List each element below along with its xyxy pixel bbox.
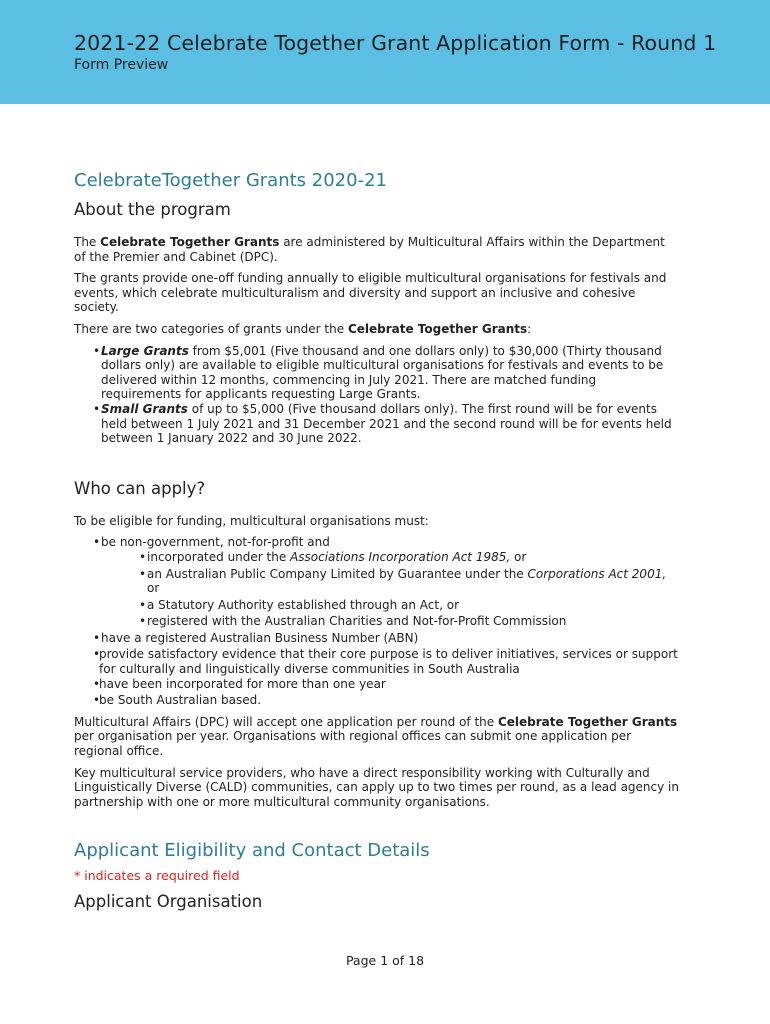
- list-item-large-grants: • Large Grants from $5,001 (Five thousand and one dollars only) to $30,000 (Thirty thousand dollars only) are available to eligible multicultural organisations for festivals and events to be delivered within 12 months, commencing in July 2021. There are matched funding requirements for applicants requesting Large Grants.: [74, 344, 680, 402]
- subheading-about: About the program: [74, 200, 231, 219]
- sublist-item-statutory: • a Statutory Authority established through an Act, or: [74, 598, 680, 613]
- paragraph-eligibility-intro: To be eligible for funding, multicultural organisations must:: [74, 513, 429, 528]
- paragraph-one-application: Multicultural Affairs (DPC) will accept one application per round of the Celebrate Together Grants per organisation per year. Organisations with regional offices can submit one application per regional office.: [74, 714, 678, 759]
- paragraph-funding: The grants provide one-off funding annually to eligible multicultural organisations for festivals and events, which celebrate multiculturalism and diversity and support an inclusive and cohesive society.: [74, 271, 667, 315]
- required-field-note: * indicates a required field: [74, 868, 240, 884]
- paragraph-administered: The Celebrate Together Grants are administered by Multicultural Affairs within the Department of the Premier and Cabinet (DPC).: [74, 235, 665, 264]
- subheading-applicant-organisation: Applicant Organisation: [74, 892, 263, 911]
- form-title: 2021-22 Celebrate Together Grant Application Form - Round 1: [74, 31, 717, 55]
- grant-categories-list: [74, 344, 680, 446]
- list-item-sa-based: • be South Australian based.: [74, 693, 680, 708]
- section-heading-program: CelebrateTogether Grants 2020-21: [74, 170, 387, 191]
- form-content: [74, 170, 680, 912]
- list-item-core-purpose: • provide satisfactory evidence that their core purpose is to deliver initiatives, services or support for culturally and linguistically diverse communities in South Australia: [74, 647, 680, 676]
- sublist-item-incorporated: • incorporated under the Associations Incorporation Act 1985, or: [74, 550, 680, 565]
- list-item-abn: • have a registered Australian Business Number (ABN): [74, 631, 680, 646]
- list-item-small-grants: • Small Grants of up to $5,000 (Five thousand dollars only). The first round will be for events held between 1 July 2021 and 31 December 2021 and the second round will be for events held between 1 January 2022 and 30 June 2022.: [74, 402, 680, 446]
- page-number: Page 1 of 18: [345, 953, 425, 968]
- list-item-incorporated-year: • have been incorporated for more than one year: [74, 677, 680, 692]
- sublist-item-company: • an Australian Public Company Limited by Guarantee under the Corporations Act 2001, or: [74, 567, 680, 596]
- eligibility-list: [74, 535, 680, 708]
- subheading-who-can-apply: Who can apply?: [74, 478, 206, 498]
- form-header: [0, 0, 770, 104]
- sublist-item-registered: • registered with the Australian Charities and Not-for-Profit Commission: [74, 614, 680, 629]
- list-item-non-government: • be non-government, not-for-profit and: [74, 535, 680, 550]
- form-subtitle: Form Preview: [74, 57, 169, 73]
- paragraph-categories: There are two categories of grants under the Celebrate Together Grants:: [74, 321, 532, 336]
- section-heading-eligibility: Applicant Eligibility and Contact Details: [74, 840, 430, 862]
- paragraph-key-providers: Key multicultural service providers, who have a direct responsibility working with Culturally and Linguistically Diverse (CALD) communities, can apply up to two times per round, as a lead agency in partnership with one or more multicultural community organisations.: [74, 765, 679, 809]
